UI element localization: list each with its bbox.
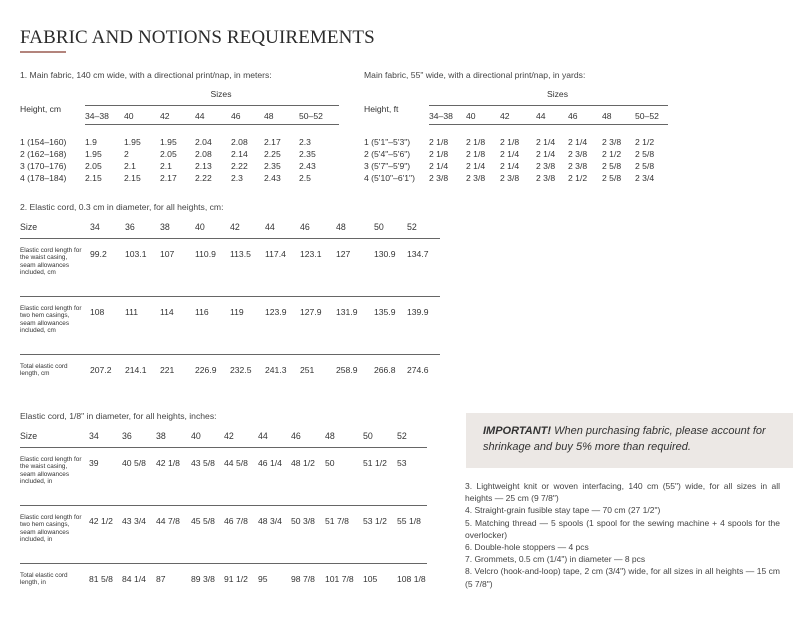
table-cell: 2.5: [299, 172, 311, 183]
table-cell: 2 3/8: [602, 136, 622, 147]
table-row: [20, 505, 427, 563]
row-label: 3 (5'7"–5'9"): [364, 160, 411, 171]
table-cell: 135.9: [374, 296, 407, 354]
table-cell: 2.1: [124, 160, 136, 171]
table-cell: 113.5: [230, 238, 265, 296]
table-cell: 2.08: [231, 136, 248, 147]
table-cell: 251: [300, 364, 315, 375]
size-header: 48: [336, 222, 374, 238]
table-cell: 2 1/4: [500, 148, 520, 159]
size-header: 46: [568, 105, 602, 124]
table-cell: 2.3: [299, 136, 311, 147]
table-cell: 214.1: [125, 364, 147, 375]
table-cell: 48 1/2: [291, 447, 325, 505]
table-cell: 123.9: [265, 296, 300, 354]
table-cell: 98 7/8: [291, 573, 315, 584]
table-cell: 107: [160, 238, 195, 296]
table-cell: 127: [336, 238, 374, 296]
list-item: 8. Velcro (hook-and-loop) tape, 2 cm (3/4") wide, for all sizes in all heights — 15 cm (5 7/8"): [465, 566, 780, 589]
table-row: [20, 149, 339, 161]
table-row: [20, 447, 427, 505]
table-cell: 43 5/8: [191, 447, 224, 505]
table-cell: 42 1/2: [89, 505, 122, 563]
table-cell: 108: [90, 296, 125, 354]
page-title: FABRIC AND NOTIONS REQUIREMENTS: [20, 27, 375, 48]
size-header: 50: [363, 431, 397, 447]
row-label: Elastic cord length for two hem casings, seam allowances included, in: [20, 505, 89, 563]
table-cell: 2.35: [264, 160, 281, 171]
size-header: 50: [374, 222, 407, 238]
table-cell: 43 3/4: [122, 505, 156, 563]
row-label: Elastic cord length for two hem casings, seam allowances included, cm: [20, 296, 90, 354]
table-cell: 2.43: [264, 172, 281, 183]
row-label: 2 (5'4"–5'6"): [364, 148, 411, 159]
size-header: 46: [231, 105, 264, 124]
size-header: 52: [397, 431, 427, 447]
table-cell: 2.1: [160, 160, 172, 171]
row-label: Total elastic cord length, cm: [20, 362, 68, 377]
table-cell: 226.9: [195, 364, 217, 375]
table-row: [364, 137, 668, 149]
size-header: 40: [191, 431, 224, 447]
size-header-row: [20, 222, 440, 238]
table-cell: 134.7: [407, 238, 440, 296]
list-item: 4. Straight-grain fusible stay tape — 70 cm (27 1/2"): [465, 505, 661, 516]
table-row: [20, 296, 440, 354]
table-cell: 87: [156, 573, 166, 584]
table-cell: 232.5: [230, 364, 252, 375]
table-row: [20, 354, 440, 384]
table-cell: 117.4: [265, 238, 300, 296]
table-cell: 108 1/8: [397, 573, 426, 584]
size-header: 42: [224, 431, 258, 447]
size-header: 46: [291, 431, 325, 447]
size-header: 36: [122, 431, 156, 447]
list-item: 3. Lightweight knit or woven interfacing, 140 cm (55") wide, for all sizes in all heights — 25 cm (9 7/8"): [465, 481, 780, 504]
row-label: Total elastic cord length, in: [20, 571, 68, 586]
table-cell: 2 1/2: [635, 136, 655, 147]
size-header: 36: [125, 222, 160, 238]
table-cell: 89 3/8: [191, 573, 215, 584]
table-row: [20, 173, 339, 185]
main-meters-caption: 1. Main fabric, 140 cm wide, with a directional print/nap, in meters:: [20, 70, 272, 80]
table-cell: 2 1/4: [500, 160, 520, 171]
size-header: 42: [500, 105, 536, 124]
table-cell: 2.13: [195, 160, 212, 171]
main-yards-body: [364, 137, 668, 185]
table-cell: 2 1/4: [466, 160, 486, 171]
size-header: 38: [160, 222, 195, 238]
row-label: 4 (178–184): [20, 172, 67, 183]
table-row: [364, 149, 668, 161]
table-cell: 2 5/8: [635, 160, 655, 171]
table-cell: 46 1/4: [258, 447, 291, 505]
size-header: 48: [325, 431, 363, 447]
table-cell: 266.8: [374, 364, 396, 375]
table-cell: 2 1/2: [568, 172, 588, 183]
row-header: Height, cm: [20, 103, 62, 114]
table-cell: 51 1/2: [363, 447, 397, 505]
row-label: Elastic cord length for the waist casing, seam allowances included, cm: [20, 238, 90, 296]
size-header-row: [20, 431, 427, 447]
table-cell: 2 5/8: [602, 172, 622, 183]
size-header: 42: [230, 222, 265, 238]
table-cell: 2.25: [264, 148, 281, 159]
size-header: 50–52: [299, 105, 339, 124]
table-cell: 2.08: [195, 148, 212, 159]
table-cell: 42 1/8: [156, 447, 191, 505]
table-row: [20, 137, 339, 149]
size-label: Size: [20, 431, 89, 447]
table-cell: 131.9: [336, 296, 374, 354]
table-cell: 2 1/4: [429, 160, 449, 171]
table-cell: 55 1/8: [397, 505, 427, 563]
row-label: 2 (162–168): [20, 148, 67, 159]
size-header: 52: [407, 222, 440, 238]
table-cell: 2 1/8: [466, 148, 486, 159]
main-yards-caption: Main fabric, 55" wide, with a directional print/nap, in yards:: [364, 70, 586, 80]
size-header: 48: [264, 105, 299, 124]
table-row: [364, 173, 668, 185]
title-underline: [20, 51, 66, 53]
list-item: 7. Grommets, 0.5 cm (1/4") in diameter — 8 pcs: [465, 554, 646, 565]
table-cell: 2 1/8: [429, 148, 449, 159]
size-header: 44: [195, 105, 231, 124]
table-cell: 221: [160, 364, 175, 375]
row-label: 1 (154–160): [20, 136, 67, 147]
table-cell: 2 5/8: [602, 160, 622, 171]
table-cell: 1.9: [85, 136, 97, 147]
size-header: 50–52: [635, 105, 668, 124]
table-cell: 2.35: [299, 148, 316, 159]
table-cell: 2 3/8: [466, 172, 486, 183]
table-cell: 114: [160, 296, 195, 354]
sizes-label: Sizes: [85, 89, 339, 105]
table-cell: 116: [195, 296, 230, 354]
table-cell: 2 1/4: [536, 136, 556, 147]
size-label: Size: [20, 222, 90, 238]
important-notice: [466, 413, 793, 468]
size-header: 44: [265, 222, 300, 238]
table-cell: 99.2: [90, 238, 125, 296]
table-cell: 127.9: [300, 296, 336, 354]
table-cell: 101 7/8: [325, 573, 354, 584]
list-item: 6. Double-hole stoppers — 4 pcs: [465, 542, 589, 553]
table-cell: 2.22: [231, 160, 248, 171]
table-cell: 2.05: [160, 148, 177, 159]
row-header: Height, ft: [364, 103, 399, 114]
table-cell: 103.1: [125, 238, 160, 296]
elastic-in-caption: Elastic cord, 1/8" in diameter, for all heights, inches:: [20, 411, 217, 421]
table-cell: 50 3/8: [291, 505, 325, 563]
row-label: 4 (5'10"–6'1"): [364, 172, 415, 183]
size-header: 44: [258, 431, 291, 447]
elastic-cm-caption: 2. Elastic cord, 0.3 cm in diameter, for all heights, cm:: [20, 202, 224, 212]
table-cell: 1.95: [124, 136, 141, 147]
size-header: 38: [156, 431, 191, 447]
notions-list: [465, 480, 780, 590]
table-cell: 2.14: [231, 148, 248, 159]
size-header: 48: [602, 105, 635, 124]
table-cell: 2.15: [124, 172, 141, 183]
table-cell: 2 1/8: [429, 136, 449, 147]
elastic-cm-grid: [20, 222, 440, 384]
main-meters-table: [20, 89, 339, 185]
table-cell: 2 1/4: [536, 148, 556, 159]
table-row: [364, 161, 668, 173]
main-yards-table: [364, 89, 668, 185]
sizes-label: Sizes: [429, 89, 668, 105]
size-header: 34: [89, 431, 122, 447]
table-cell: 2 1/8: [466, 136, 486, 147]
main-meters-grid: [20, 89, 339, 125]
table-cell: 50: [325, 447, 363, 505]
table-cell: 2 3/8: [500, 172, 520, 183]
table-cell: 241.3: [265, 364, 287, 375]
table-cell: 39: [89, 447, 122, 505]
table-cell: 2.22: [195, 172, 212, 183]
table-cell: 2 3/8: [568, 148, 588, 159]
main-yards-grid: [364, 89, 668, 125]
size-header: 40: [124, 105, 160, 124]
size-header: 40: [466, 105, 500, 124]
table-cell: 2 3/8: [429, 172, 449, 183]
table-cell: 2 3/8: [536, 160, 556, 171]
table-cell: 95: [258, 573, 268, 584]
table-cell: 2 5/8: [635, 148, 655, 159]
size-header: 34: [90, 222, 125, 238]
table-cell: 2.17: [264, 136, 281, 147]
size-header: 46: [300, 222, 336, 238]
elastic-cm-table: [20, 222, 440, 384]
table-cell: 51 7/8: [325, 505, 363, 563]
size-header: 34–38: [429, 105, 466, 124]
table-cell: 48 3/4: [258, 505, 291, 563]
main-meters-body: [20, 137, 339, 185]
table-cell: 207.2: [90, 364, 112, 375]
table-cell: 1.95: [160, 136, 177, 147]
table-row: [20, 563, 427, 593]
row-label: 1 (5'1"–5'3"): [364, 136, 411, 147]
table-cell: 91 1/2: [224, 573, 248, 584]
important-text: When purchasing fabric, please account for shrinkage and buy 5% more than required.: [483, 425, 766, 453]
table-cell: 110.9: [195, 238, 230, 296]
size-header: 42: [160, 105, 195, 124]
list-item: 5. Matching thread — 5 spools (1 spool for the sewing machine + 4 spools for the overlocker): [465, 517, 780, 540]
table-cell: 111: [125, 296, 160, 354]
table-cell: 2 3/8: [568, 160, 588, 171]
size-header: 40: [195, 222, 230, 238]
row-label: 3 (170–176): [20, 160, 67, 171]
table-cell: 2.3: [231, 172, 243, 183]
elastic-in-table: [20, 431, 427, 593]
table-cell: 2.17: [160, 172, 177, 183]
table-cell: 53 1/2: [363, 505, 397, 563]
table-cell: 2 1/8: [500, 136, 520, 147]
table-cell: 105: [363, 573, 378, 584]
table-row: [20, 238, 440, 296]
elastic-in-grid: [20, 431, 427, 593]
table-cell: 44 7/8: [156, 505, 191, 563]
table-cell: 123.1: [300, 238, 336, 296]
table-cell: 2.15: [85, 172, 102, 183]
table-cell: 139.9: [407, 296, 440, 354]
table-cell: 81 5/8: [89, 573, 113, 584]
table-cell: 53: [397, 447, 427, 505]
table-cell: 2 1/4: [568, 136, 588, 147]
table-cell: 119: [230, 296, 265, 354]
table-cell: 2: [124, 148, 129, 159]
table-cell: 274.6: [407, 364, 429, 375]
table-cell: 2.43: [299, 160, 316, 171]
table-cell: 2 3/4: [635, 172, 655, 183]
table-cell: 2.04: [195, 136, 212, 147]
table-cell: 2 1/2: [602, 148, 622, 159]
table-cell: 130.9: [374, 238, 407, 296]
size-header: 44: [536, 105, 568, 124]
table-cell: 40 5/8: [122, 447, 156, 505]
table-cell: 2.05: [85, 160, 102, 171]
size-header: 34–38: [85, 105, 124, 124]
table-cell: 84 1/4: [122, 573, 146, 584]
table-cell: 258.9: [336, 364, 358, 375]
table-cell: 1.95: [85, 148, 102, 159]
table-row: [20, 161, 339, 173]
table-cell: 45 5/8: [191, 505, 224, 563]
table-cell: 2 3/8: [536, 172, 556, 183]
table-cell: 46 7/8: [224, 505, 258, 563]
important-label: IMPORTANT!: [483, 425, 552, 437]
row-label: Elastic cord length for the waist casing, seam allowances included, in: [20, 447, 89, 505]
table-cell: 44 5/8: [224, 447, 258, 505]
